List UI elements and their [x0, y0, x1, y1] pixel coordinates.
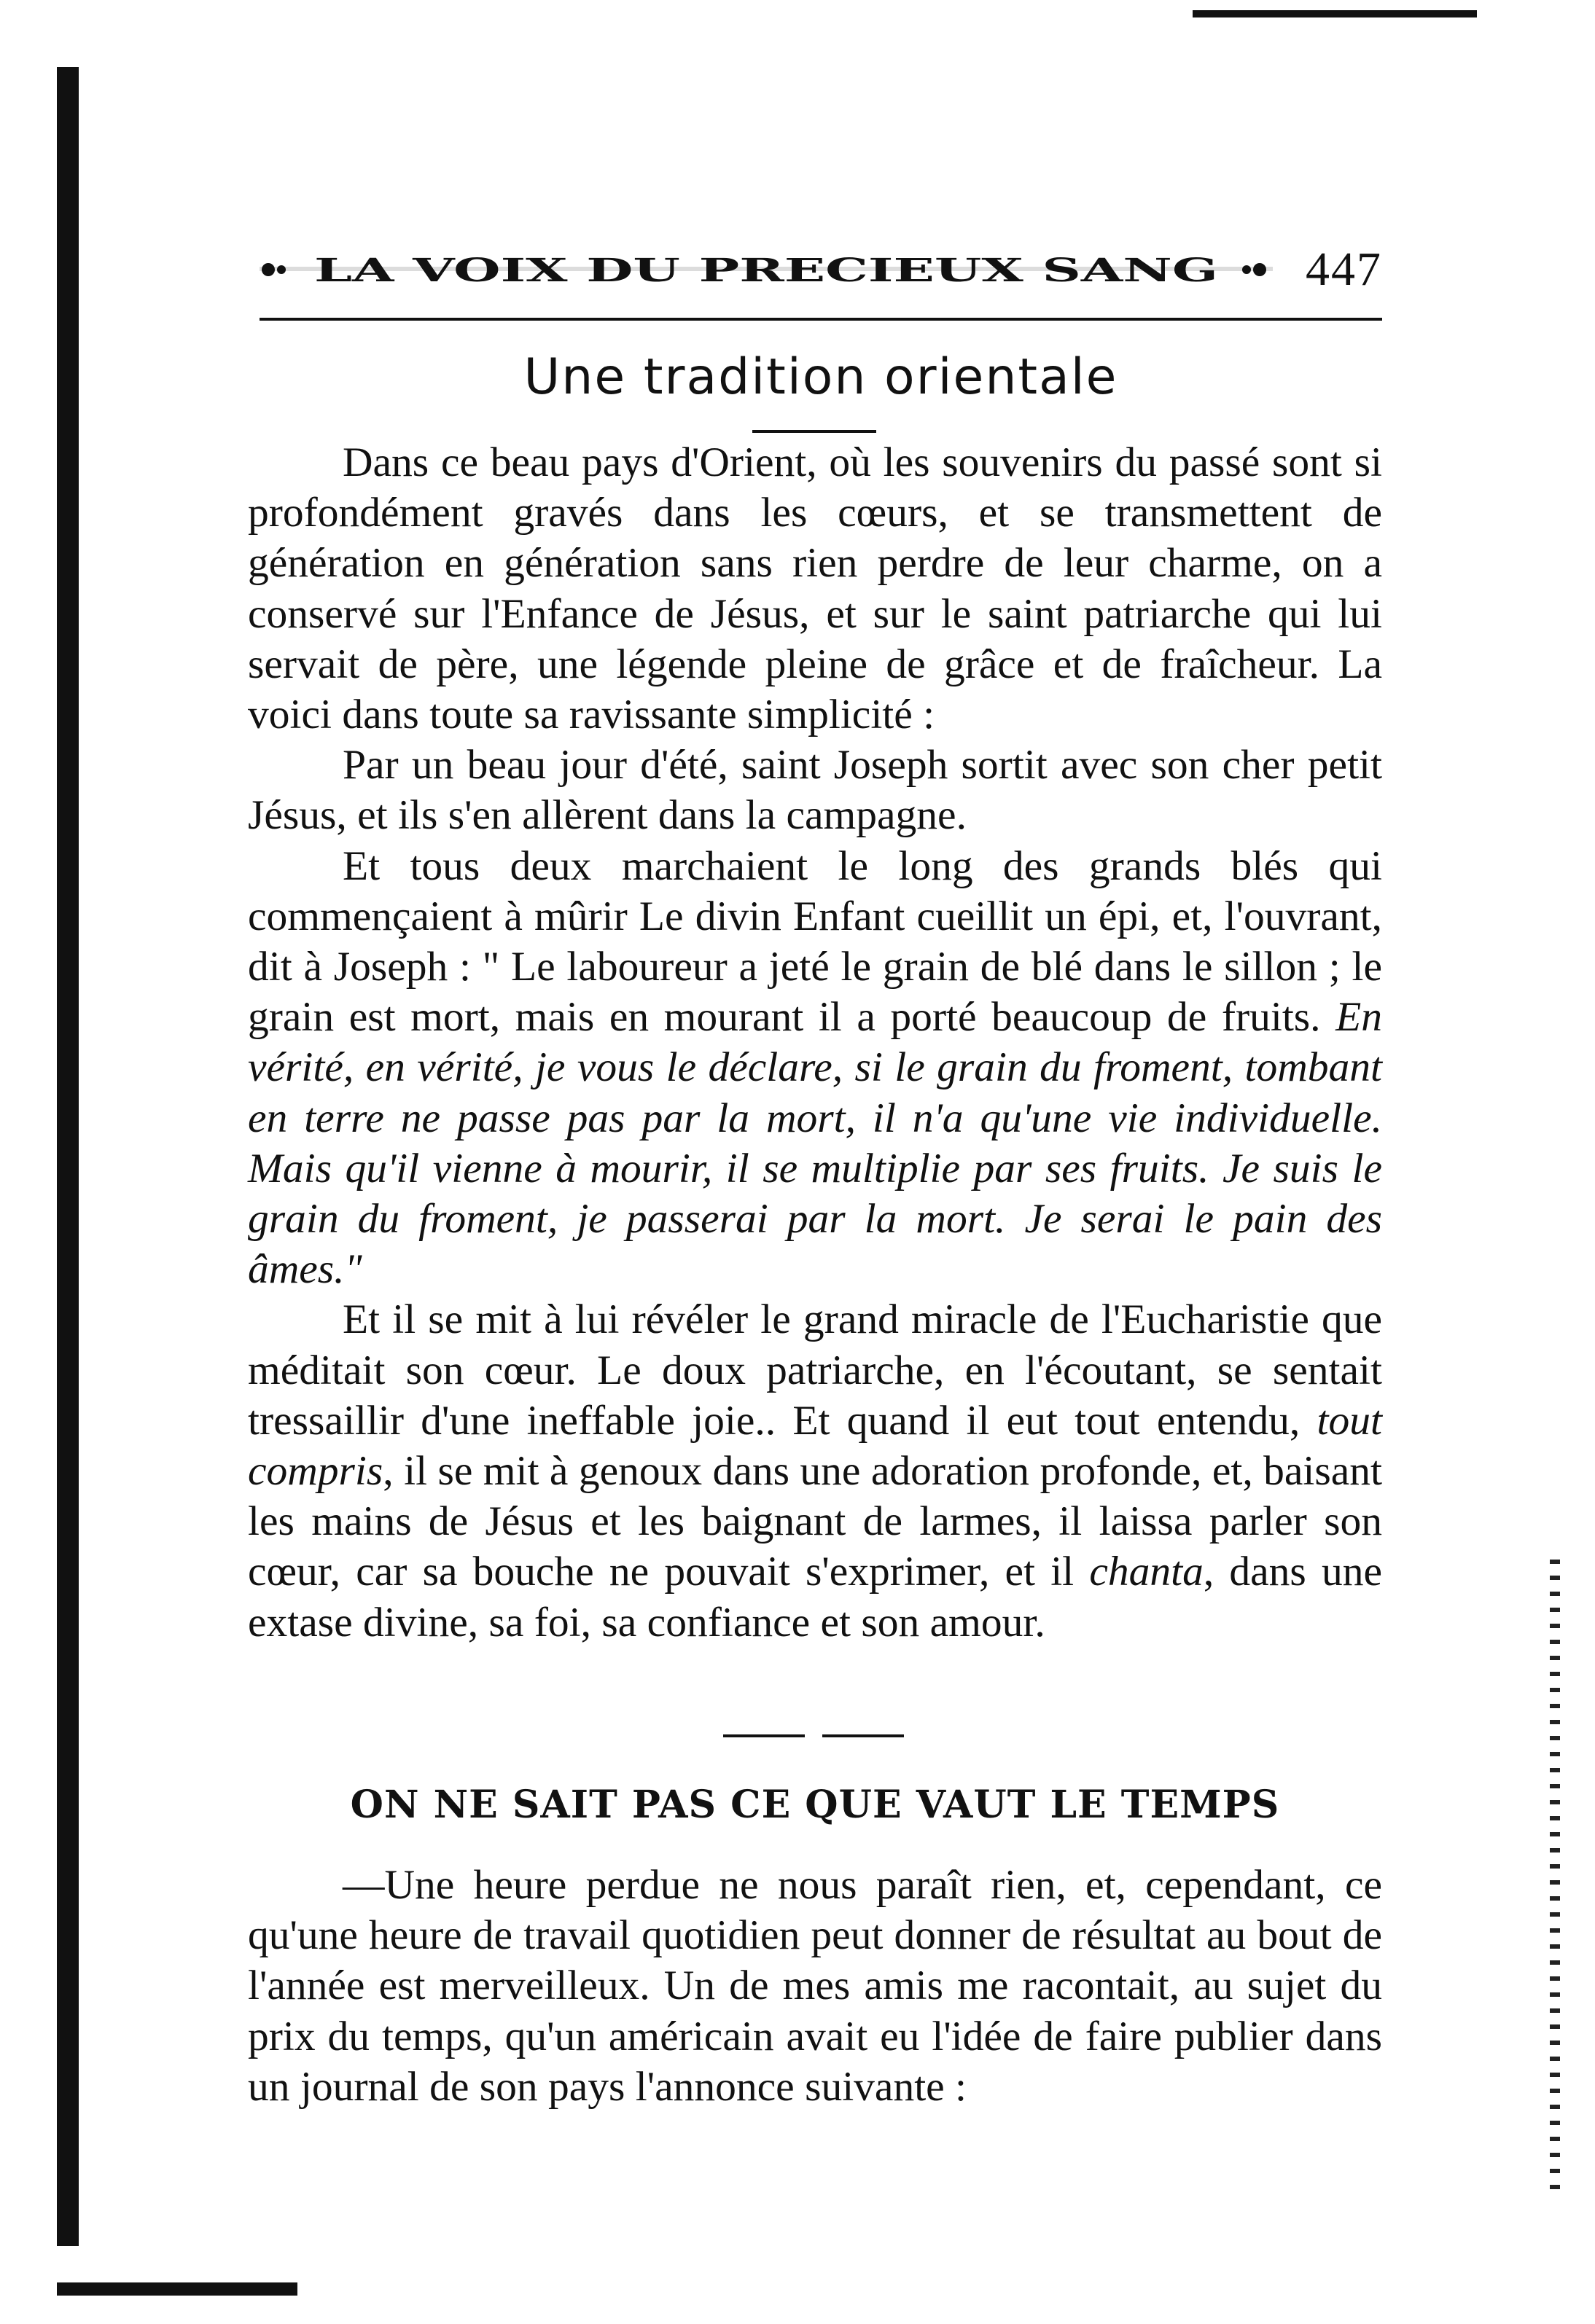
paragraph: Dans ce beau pays d'Orient, où les souvenirs du passé sont si profondément gravés dans les cœurs, et se transmettent de génération en génération sans rien perdre de leur charme, on a conservé sur l'Enfance de Jésus, et sur le saint patriarche qui lui servait de père, une légende pleine de grâce et de fraîcheur. La voici dans toute sa ravissante simplicité :: [248, 439, 1382, 738]
article-title: Une tradition orientale: [523, 348, 1118, 406]
scan-edge-left: [57, 67, 79, 2246]
paragraph: [248, 841, 1382, 1295]
paragraph-text: , dans une extase divine, sa foi, sa confiance et son amour.: [248, 1549, 1383, 1646]
page-number: 447: [1306, 243, 1382, 296]
header-rule: [260, 318, 1382, 321]
paragraph: Par un beau jour d'été, saint Joseph sortit avec son cher petit Jésus, et ils s'en allèrent dans la campagne.: [248, 742, 1382, 839]
running-title: LA VOIX DU PRECIEUX SANG: [314, 252, 1218, 289]
article-body: [248, 437, 1382, 1648]
running-header: [260, 240, 1382, 306]
paragraph: [248, 1294, 1382, 1647]
section-rule-right: [822, 1734, 904, 1737]
italic-phrase: tout compris: [248, 1397, 1382, 1495]
article-body-2: [248, 1860, 1382, 2112]
scan-edge-bottom: [57, 2282, 297, 2296]
section-rule-left: [723, 1734, 805, 1737]
paragraph-text: Et tous deux marchaient le long des grands blés qui commençaient à mûrir Le divin Enfant cueillit un épi, et, l'ouvrant, dit à Joseph : " Le laboureur a jeté le grain de blé dans le sillon ; le grain est mort, mais en mourant il a porté beaucoup de fruits.: [248, 842, 1382, 1041]
paragraph-text: Et il se mit à lui révéler le grand miracle de l'Eucharistie que méditait son cœur. Le doux patriarche, en l'écoutant, se sentait tressaillir d'une ineffable joie.. Et quand il eut tout entendu,: [248, 1296, 1382, 1444]
title-rule: [752, 430, 876, 433]
italic-quote: En vérité, en vérité, je vous le déclare, si le grain du froment, tombant en terre ne passe pas par la mort, il n'a qu'une vie individuelle. Mais qu'il vienne à mourir, il se multiplie par ses fruits. Je suis le grain du froment, je passerai par la mort. Je serai le pain des âmes.": [248, 994, 1382, 1293]
paragraph: —Une heure perdue ne nous paraît rien, et, cependant, ce qu'une heure de travail quotidien peut donner de résultat au bout de l'année est merveilleux. Un de mes amis me racontait, au sujet du prix du temps, qu'un américain avait eu l'idée de faire publier dans un journal de son pays l'annonce suivante :: [248, 1862, 1382, 2110]
scan-edge-top: [1193, 10, 1477, 17]
running-title-ornament: [260, 252, 1273, 289]
italic-phrase: chanta: [1089, 1549, 1204, 1595]
paragraph-text: , il se mit à genoux dans une adoration profonde, et, baisant les mains de Jésus et les baignant de larmes, il laissa parler son cœur, car sa bouche ne pouvait s'exprimer, et il: [248, 1448, 1382, 1595]
scan-dots-right: [1550, 1560, 1560, 2201]
article-title-2: ON NE SAIT PAS CE QUE VAUT LE TEMPS: [350, 1783, 1280, 1827]
